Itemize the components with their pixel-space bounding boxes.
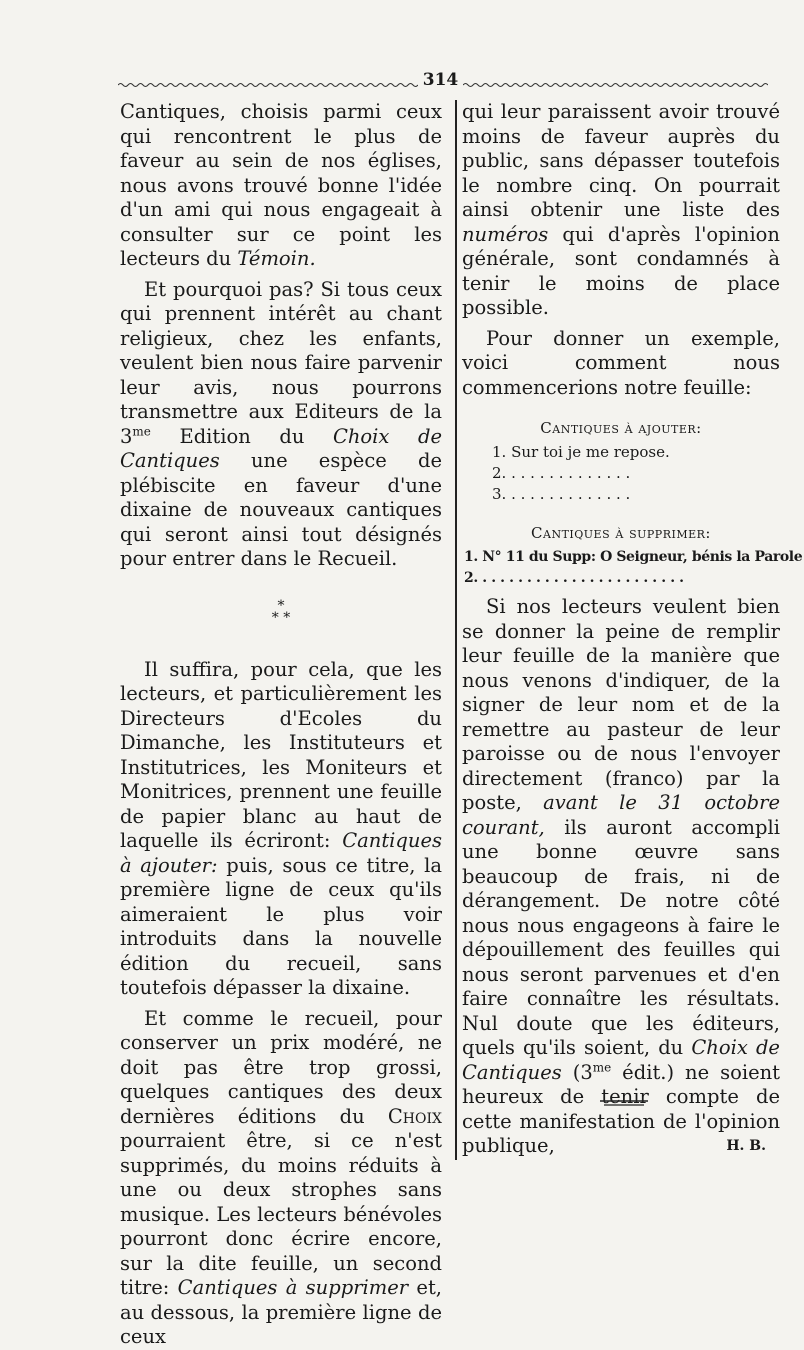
paragraph: Pour donner un exemple, voici comment nous commencerions notre feuille:: [462, 326, 780, 399]
list-heading-add: Cantiques à ajouter:: [540, 419, 702, 437]
paragraph: Cantiques, choisis parmi ceux qui rencontrent le plus de faveur au sein de nos églises, nous avons trouvé bonne l'idée d'un ami qui nous engageait à consulter sur ce point les lecteurs du Témoin.: [120, 100, 442, 270]
list-item: 2. . . . . . . . . . . . . .: [492, 464, 631, 482]
paragraph: Il suffira, pour cela, que les lecteurs, et particulièrement les Directeurs d'Ecoles du Dimanche, les Instituteurs et Institutrices, les Moniteurs et Monitrices, prennent une feuille de papier blanc au haut de laquelle ils écriront: Cantiques à ajouter: puis, sous ce titre, la première ligne de ceux qu'ils aimeraient le plus voir introduits dans la nouvelle édition du recueil, sans toutefois dépasser la dixaine.: [120, 657, 442, 999]
right-column: [462, 100, 803, 1159]
list-item: 1. N° 11 du Supp: O Seigneur, bénis la Parole: [464, 549, 803, 565]
list-item: 1. Sur toi je me repose.: [492, 443, 670, 461]
signature: H. B.: [726, 1138, 766, 1154]
page-number: 314: [422, 70, 459, 90]
paragraph: Et pourquoi pas? Si tous ceux qui prennent intérêt au chant religieux, chez les enfants, veulent bien nous faire parvenir leur avis, nous pourrons transmettre aux Editeurs de la $3^{me}$ Edition du Choix de Cantiques une espèce de plébiscite en faveur d'une dixaine de nouveaux cantiques qui seront ainsi tout désignés pour entrer dans le Recueil.: [120, 277, 442, 570]
list-heading-remove: Cantiques à supprimer:: [531, 524, 711, 542]
section-divider-asterism: * * *: [271, 597, 291, 626]
header-wavy-rule-left: [118, 82, 418, 88]
paragraph: Si nos lecteurs veulent bien se donner la peine de remplir leur feuille de la manière que nous venons d'indiquer, de la signer de leur nom et de la remettre au pasteur de leur paroisse ou de nous l'envoyer directement (franco) par la poste, avant le 31 octobre courant, ils auront accompli une bonne œuvre sans beaucoup de frais, ni de dérangement. De notre côté nous nous engageons à faire le dépouillement des feuilles qui nous seront parvenues et d'en faire connaître les résultats. Nul doute que les éditeurs, quels qu'ils soient, du Choix de Cantiques ($3^{me}$ édit.) ne soient heureux de tenir compte de cette manifestation de l'opinion publique, H. B.: [462, 595, 780, 1157]
column-divider: [455, 100, 457, 1160]
header-wavy-rule-right: [463, 82, 768, 88]
end-flourish: [598, 1098, 650, 1108]
paragraph: qui leur paraissent avoir trouvé moins de faveur auprès du public, sans dépasser toutefois le nombre cinq. On pourrait ainsi obtenir une liste des numéros qui d'après l'opinion générale, sont condamnés à tenir le moins de place possible.: [462, 100, 780, 319]
list-item: 2. . . . . . . . . . . . . . . . . . . . . . . .: [464, 570, 684, 586]
list-item: 3. . . . . . . . . . . . . .: [492, 485, 631, 503]
left-column: [120, 100, 442, 1350]
paragraph: Et comme le recueil, pour conserver un prix modéré, ne doit pas être trop grossi, quelques cantiques des deux dernières éditions du Choix pourraient être, si ce n'est supprimés, du moins réduits à une ou deux strophes sans musique. Les lecteurs bénévoles pourront donc écrire encore, sur la dite feuille, un second titre: Cantiques à supprimer et, au dessous, la première ligne de ceux: [120, 1006, 442, 1348]
page-header: [118, 72, 768, 96]
